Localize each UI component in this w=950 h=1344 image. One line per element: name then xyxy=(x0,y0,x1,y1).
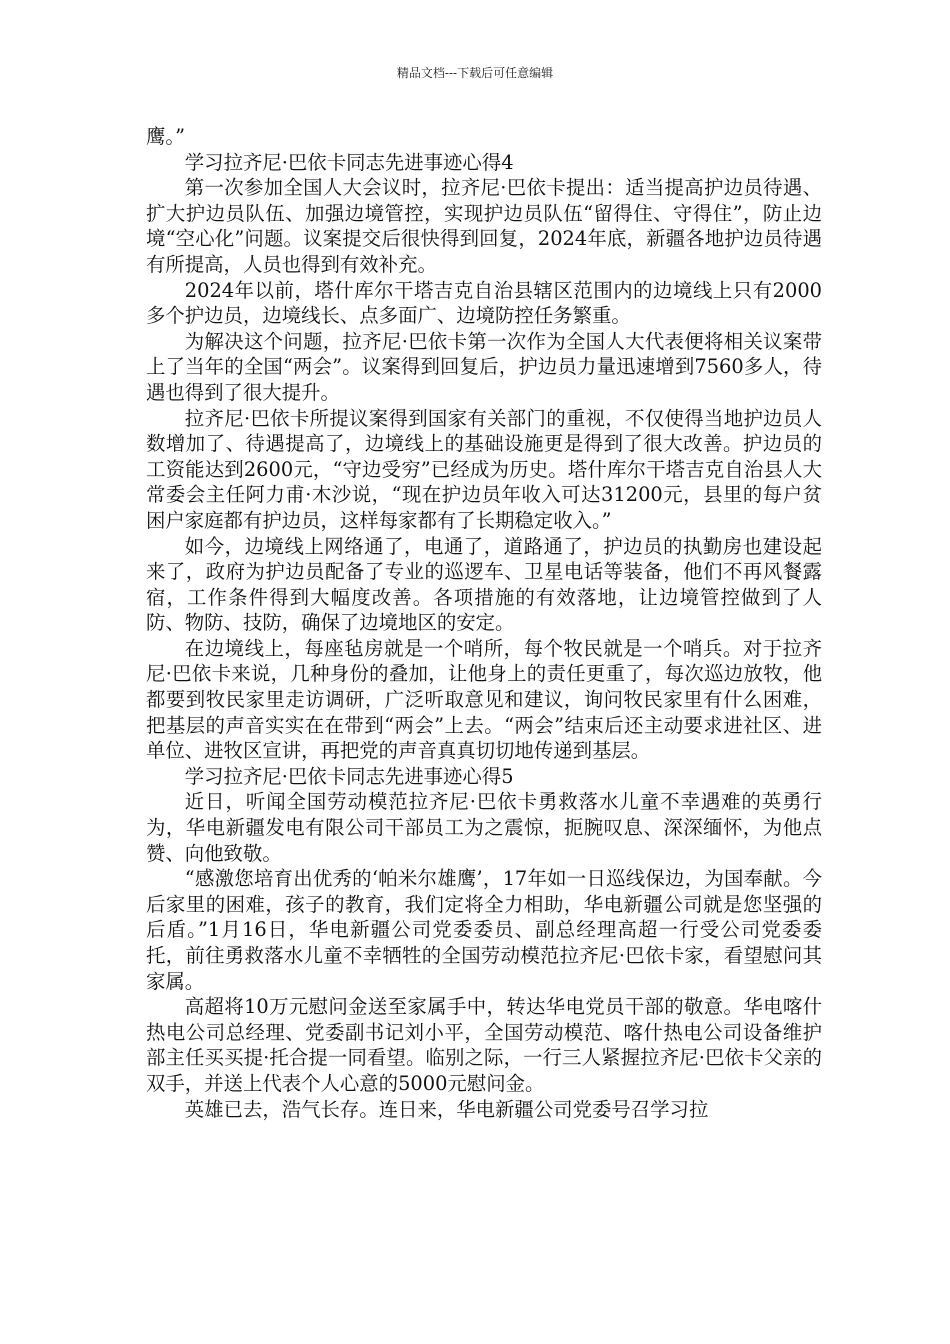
paragraph: “感激您培育出优秀的‘帕米尔雄鹰’，17年如一日巡线保边，为国奉献。今后家里的困难，孩子的教育，我们定将全力相助，华电新疆公司就是您坚强的后盾。”1月16日，华电新疆公司党委委员、副总经理高超一行受公司党委委托，前往勇救落水儿童不幸牺牲的全国劳动模范拉齐尼·巴依卡家，看望慰问其家属。 xyxy=(146,867,822,993)
paragraph: 学习拉齐尼·巴依卡同志先进事迹心得5 xyxy=(184,764,514,788)
paragraph: 为解决这个问题，拉齐尼·巴依卡第一次作为全国人大代表便将相关议案带上了当年的全国“两会”。议案得到回复后，护边员力量迅速增到7560多人，待遇也得到了很大提升。 xyxy=(146,329,822,404)
paragraph: 高超将10万元慰问金送至家属手中，转达华电党员干部的敬意。华电喀什热电公司总经理、党委副书记刘小平，全国劳动模范、喀什热电公司设备维护部主任买买提·托合提一同看望。临别之际，一行三人紧握拉齐尼·巴依卡父亲的双手，并送上代表个人心意的5000元慰问金。 xyxy=(146,995,822,1095)
paragraph: 在边境线上，每座毡房就是一个哨所，每个牧民就是一个哨兵。对于拉齐尼·巴依卡来说，几种身份的叠加，让他身上的责任更重了，每次巡边放牧，他都要到牧民家里走访调研，广泛听取意见和建议，询问牧民家里有什么困难，把基层的声音实实在在带到“两会”上去。“两会”结束后还主动要求进社区、进单位、进牧区宣讲，再把党的声音真真切切地传递到基层。 xyxy=(146,636,822,763)
page-header: 精品文档---下载后可任意编辑 xyxy=(396,66,554,80)
document-body xyxy=(146,124,822,1122)
paragraph: 学习拉齐尼·巴依卡同志先进事迹心得4 xyxy=(184,150,514,174)
paragraph: 拉齐尼·巴依卡所提议案得到国家有关部门的重视，不仅使得当地护边员人数增加了、待遇提高了，边境线上的基础设施更是得到了很大改善。护边员的工资能达到2600元，“守边受穷”已经成为历史。塔什库尔干塔吉克自治县人大常委会主任阿力甫·木沙说，“现在护边员年收入可达31200元，县里的每户贫困户家庭都有护边员，这样每家都有了长期稳定收入。” xyxy=(146,406,822,532)
paragraph: 英雄已去，浩气长存。连日来，华电新疆公司党委号召学习拉 xyxy=(184,1097,709,1121)
paragraph: 如今，边境线上网络通了，电通了，道路通了，护边员的执勤房也建设起来了，政府为护边员配备了专业的巡逻车、卫星电话等装备，他们不再风餐露宿，工作条件得到大幅度改善。各项措施的有效落地，让边境管控做到了人防、物防、技防，确保了边境地区的安定。 xyxy=(146,534,822,635)
paragraph: 第一次参加全国人大会议时，拉齐尼·巴依卡提出：适当提高护边员待遇、扩大护边员队伍、加强边境管控，实现护边员队伍“留得住、守得住”，防止边境“空心化”问题。议案提交后很快得到回复，2024年底，新疆各地护边员待遇有所提高，人员也得到有效补充。 xyxy=(146,176,822,276)
paragraph: 近日，听闻全国劳动模范拉齐尼·巴依卡勇救落水儿童不幸遇难的英勇行为，华电新疆发电有限公司干部员工为之震惊，扼腕叹息、深深缅怀，为他点赞、向他致敬。 xyxy=(146,790,822,865)
paragraph: 鹰。” xyxy=(146,125,185,148)
paragraph: 2024年以前，塔什库尔干塔吉克自治县辖区范围内的边境线上只有2000多个护边员，边境线长、点多面广、边境防控任务繁重。 xyxy=(146,278,822,328)
